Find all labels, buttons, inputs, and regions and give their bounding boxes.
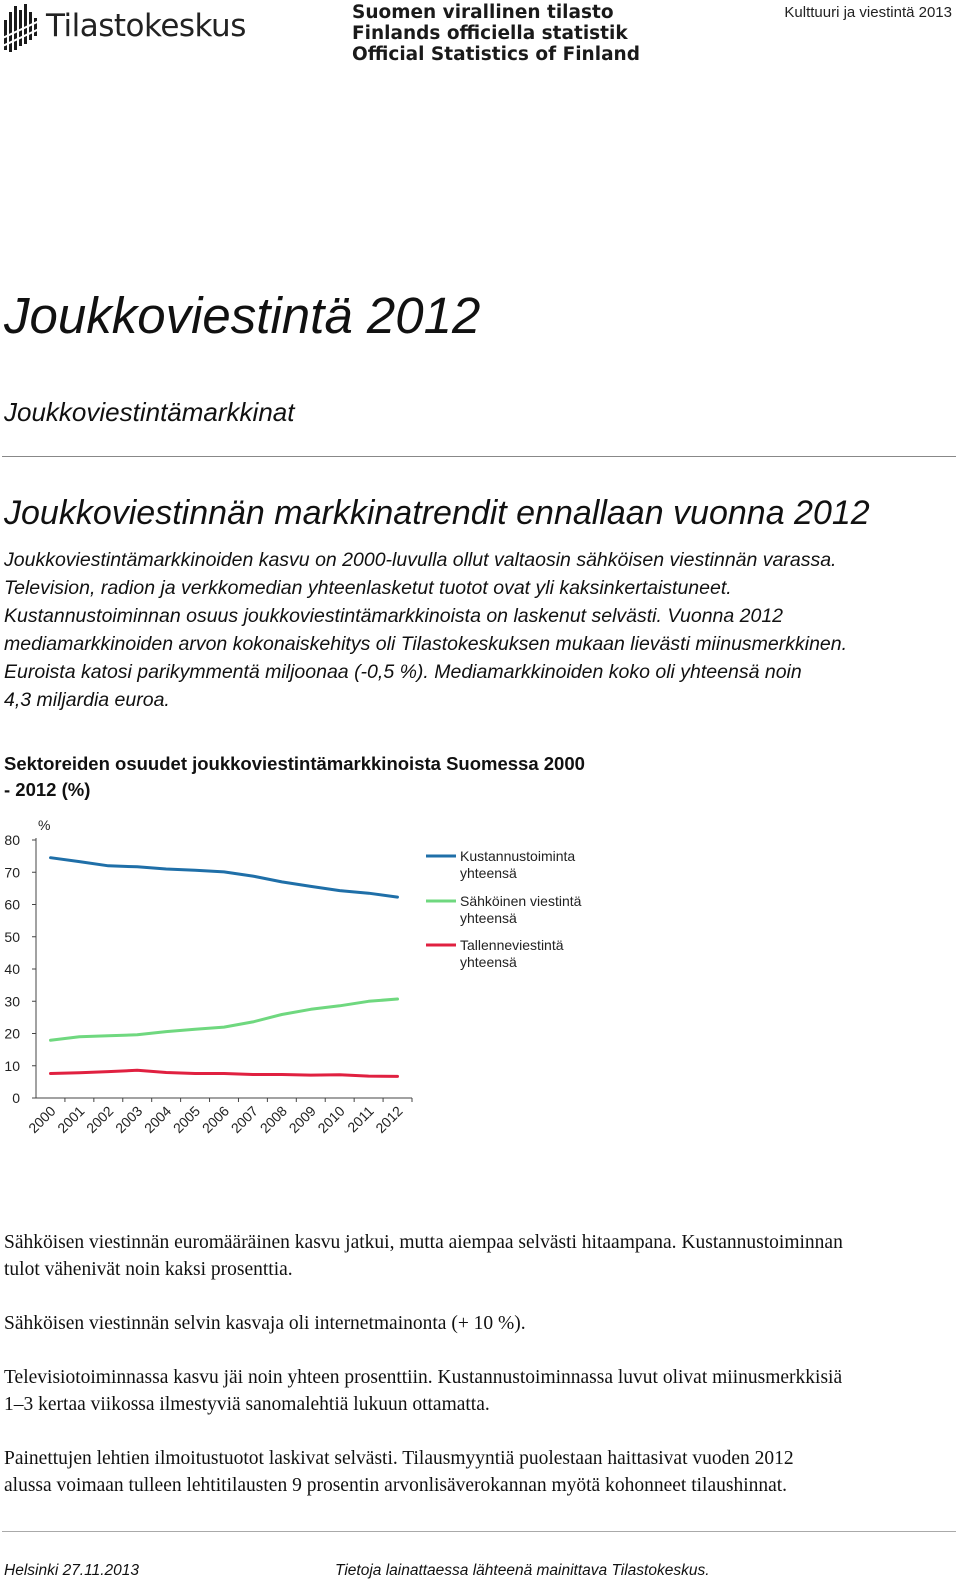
- y-axis-label: %: [38, 817, 51, 833]
- y-tick-label: 70: [4, 864, 20, 881]
- series-name: Kulttuuri ja viestintä 2013: [784, 4, 952, 21]
- page-title: Joukkoviestintä 2012: [4, 287, 481, 344]
- lead-line: mediamarkkinoiden arvon kokonaiskehitys oli Tilastokeskuksen mukaan lievästi miinusmerkkinen.: [4, 633, 848, 655]
- legend-label: yhteensä: [460, 910, 517, 926]
- footer-divider: [2, 1531, 956, 1532]
- official-statistics-sv: Finlands officiella statistik: [352, 23, 628, 44]
- x-tick-label: 2012: [372, 1102, 406, 1137]
- chart-title-line: - 2012 (%): [4, 779, 91, 800]
- x-tick-label: 2002: [83, 1102, 117, 1137]
- lead-line: Joukkoviestintämarkkinoiden kasvu on 2000-luvulla ollut valtaosin sähköisen viestinnän varassa.: [4, 549, 837, 571]
- chart-title-line: Sektoreiden osuudet joukkoviestintämarkkinoista Suomessa 2000: [4, 753, 585, 774]
- legend-label: Sähköinen viestintä: [460, 893, 582, 909]
- x-tick-label: 2010: [314, 1102, 348, 1137]
- lead-line: Television, radion ja verkkomedian yhteenlasketut tuotot ovat yli kaksinkertaistuneet.: [4, 577, 732, 599]
- x-tick-label: 2006: [198, 1102, 233, 1137]
- lead-line: Euroista katosi parikymmentä miljoonaa (-0,5 %). Mediamarkkinoiden koko oli yhteensä noin: [4, 661, 802, 683]
- y-tick-label: 50: [4, 928, 20, 945]
- body-line: tulot vähenivät noin kaksi prosenttia.: [4, 1259, 293, 1280]
- lead-line: 4,3 miljardia euroa.: [4, 689, 170, 711]
- x-tick-label: 2001: [54, 1102, 88, 1137]
- y-tick-label: 20: [4, 1025, 20, 1042]
- market-share-line-chart: [0, 812, 620, 1162]
- chart-title: [4, 751, 654, 803]
- body-line: Sähköisen viestinnän euromääräinen kasvu jatkui, mutta aiempaa selvästi hitaampana. Kustannustoiminnan: [4, 1232, 843, 1253]
- series-line: [51, 858, 398, 897]
- title-divider: [2, 456, 956, 457]
- x-tick-label: 2000: [25, 1102, 59, 1137]
- series-line: [51, 999, 398, 1040]
- y-tick-label: 60: [4, 896, 20, 913]
- legend-label: yhteensä: [460, 954, 517, 970]
- y-tick-label: 0: [12, 1090, 20, 1106]
- body-line: Sähköisen viestinnän selvin kasvaja oli internetmainonta (+ 10 %).: [4, 1313, 526, 1334]
- lead-line: Kustannustoiminnan osuus joukkoviestintämarkkinoista on laskenut selvästi. Vuonna 2012: [4, 605, 784, 627]
- page-subtitle: Joukkoviestintämarkkinat: [4, 397, 295, 427]
- y-tick-label: 40: [4, 961, 20, 977]
- body-paragraph: [4, 1445, 954, 1499]
- x-tick-label: 2009: [285, 1102, 319, 1137]
- legend-label: Kustannustoiminta: [460, 848, 576, 864]
- y-tick-label: 30: [4, 993, 20, 1010]
- x-tick-label: 2004: [140, 1102, 175, 1137]
- official-statistics-fi: Suomen virallinen tilasto: [352, 2, 614, 23]
- logo-text: Tilastokeskus: [46, 8, 246, 44]
- article-headline: Joukkoviestinnän markkinatrendit ennallaan vuonna 2012: [4, 494, 870, 532]
- body-line: 1–3 kertaa viikossa ilmestyviä sanomalehtiä lukuun ottamatta.: [4, 1394, 490, 1415]
- footer-citation-note: Tietoja lainattaessa lähteenä mainittava Tilastokeskus.: [335, 1562, 710, 1579]
- y-tick-label: 80: [4, 832, 20, 848]
- footer-place-date: Helsinki 27.11.2013: [4, 1562, 139, 1579]
- x-tick-label: 2003: [112, 1102, 146, 1137]
- legend-label: yhteensä: [460, 865, 517, 881]
- body-paragraph: [4, 1364, 954, 1418]
- series-line: [51, 1070, 398, 1076]
- body-line: Televisiotoiminnassa kasvu jäi noin yhteen prosenttiin. Kustannustoiminnassa luvut olivat miinusmerkkisiä: [4, 1367, 843, 1388]
- y-tick-label: 10: [4, 1057, 20, 1074]
- body-line: Painettujen lehtien ilmoitustuotot laskivat selvästi. Tilausmyyntiä puolestaan haittasivat vuoden 2012: [4, 1448, 794, 1469]
- x-tick-label: 2011: [344, 1102, 377, 1136]
- legend-label: Tallenneviestintä: [460, 937, 564, 953]
- lead-paragraph: [4, 546, 954, 714]
- body-paragraph: [4, 1310, 954, 1337]
- x-tick-label: 2008: [256, 1102, 290, 1137]
- tilastokeskus-logo[interactable]: [2, 2, 246, 54]
- body-paragraph: [4, 1229, 954, 1283]
- x-tick-label: 2007: [227, 1102, 262, 1137]
- tilastokeskus-logo-icon: [2, 2, 42, 54]
- body-line: alussa voimaan tulleen lehtitilausten 9 prosentin arvonlisäverokannan myötä kohonneet tilaushinnat.: [4, 1475, 788, 1496]
- official-statistics-label: [352, 2, 640, 65]
- official-statistics-en: Official Statistics of Finland: [352, 44, 640, 65]
- x-tick-label: 2005: [169, 1102, 204, 1137]
